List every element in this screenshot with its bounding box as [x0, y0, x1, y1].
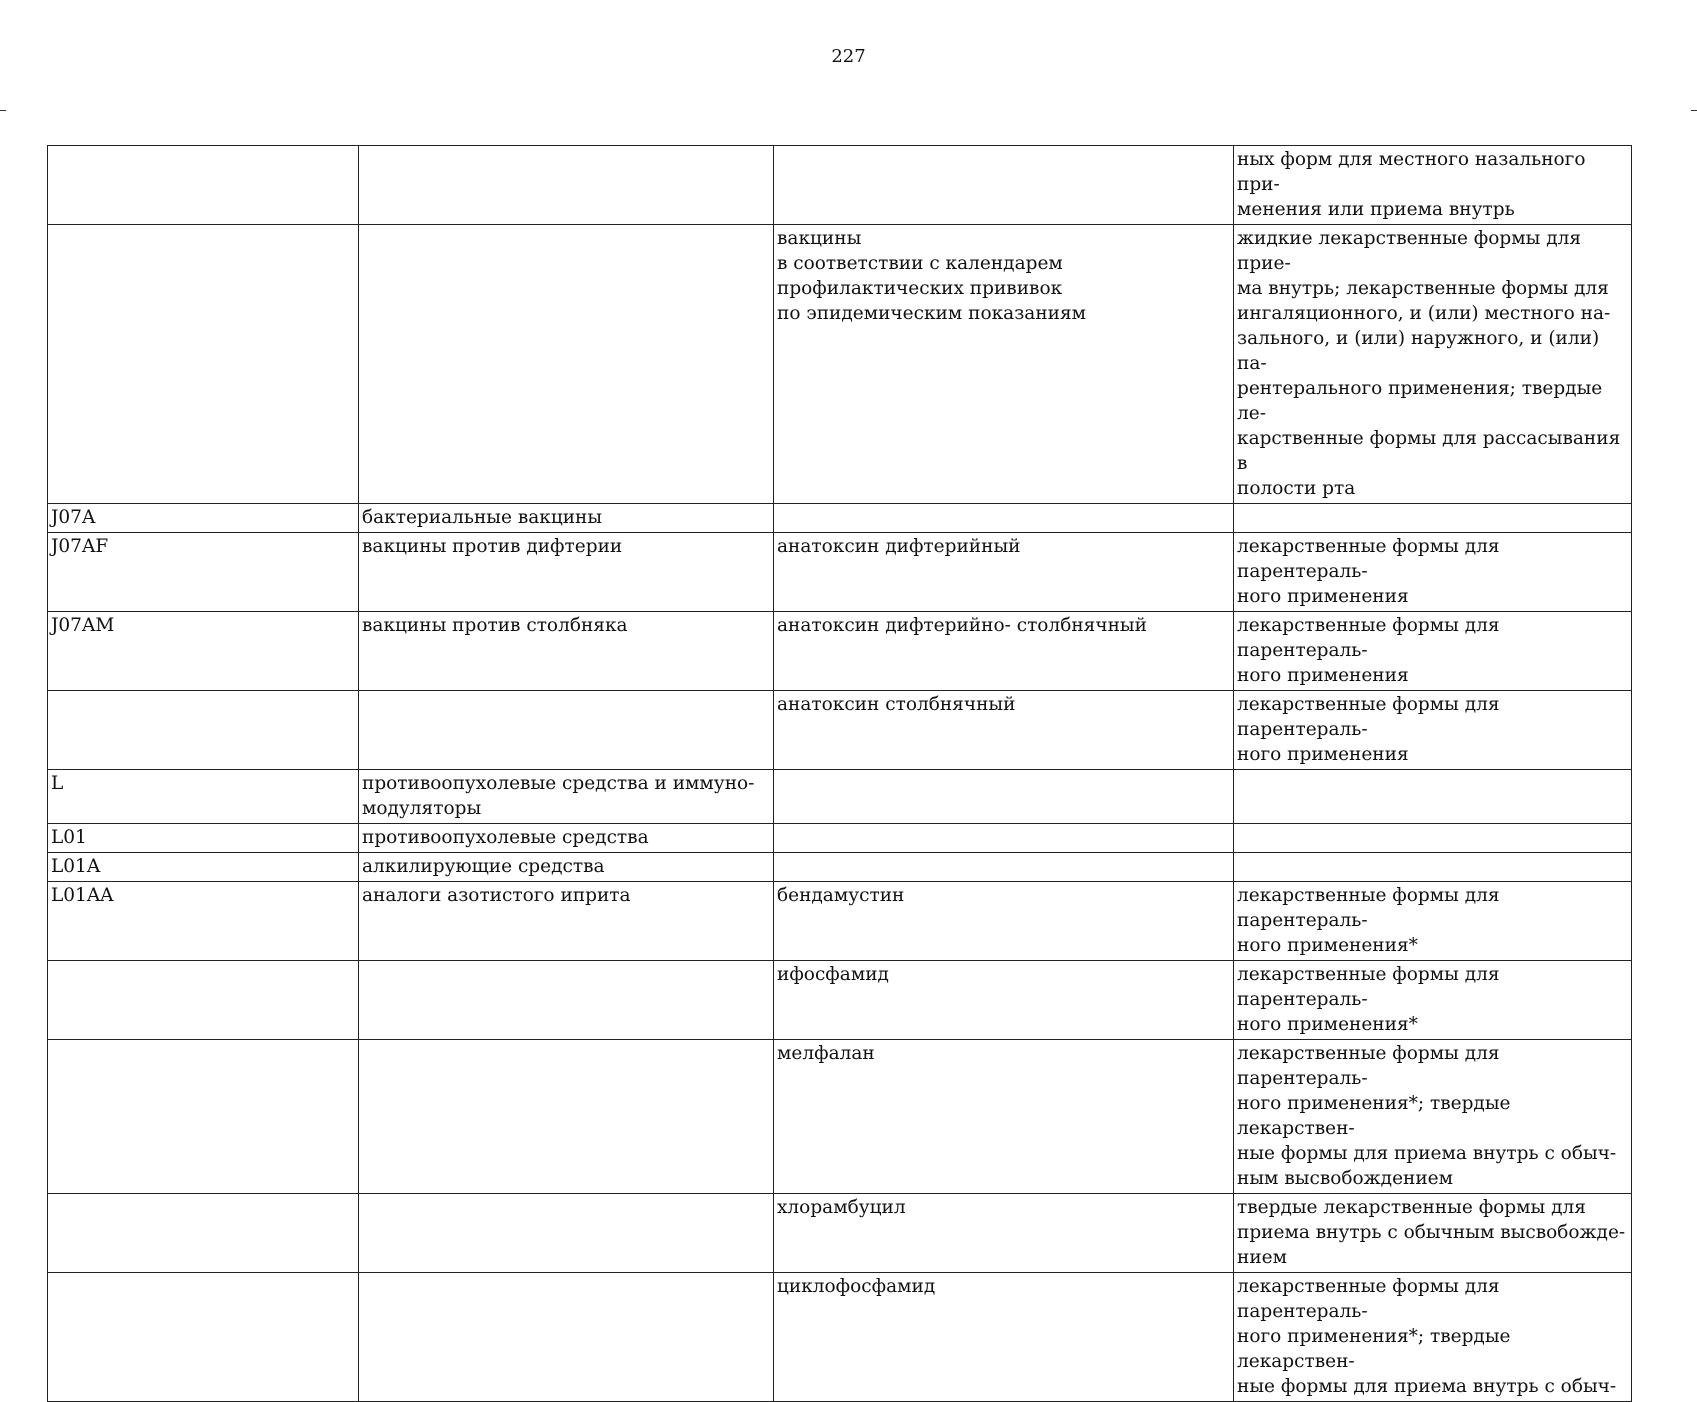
- drug-name-cell: [774, 504, 1234, 533]
- drug-name-cell: [774, 824, 1234, 853]
- dosage-forms-cell: ных форм для местного назального при- менения или приема внутрь: [1234, 146, 1632, 225]
- dosage-forms-cell: лекарственные формы для парентераль- ного применения*: [1234, 882, 1632, 961]
- table-row: [48, 882, 1632, 961]
- atc-code-cell: [48, 1040, 359, 1194]
- left-edge-mark: [0, 110, 6, 111]
- drug-name-cell: вакцины в соответствии с календарем профилактических прививок по эпидемическим показаниям: [774, 225, 1234, 504]
- table-row: [48, 1040, 1632, 1194]
- table-row: [48, 504, 1632, 533]
- dosage-forms-cell: лекарственные формы для парентераль- ного применения: [1234, 612, 1632, 691]
- table-row: [48, 146, 1632, 225]
- group-name-cell: противоопухолевые средства и иммуно- модуляторы: [359, 770, 774, 824]
- atc-code-cell: [48, 691, 359, 770]
- atc-code-cell: J07AM: [48, 612, 359, 691]
- drug-name-cell: [774, 853, 1234, 882]
- dosage-forms-cell: жидкие лекарственные формы для прие- ма внутрь; лекарственные формы для ингаляционного, и (или) местного на- зального, и (или) наружного, и (или) па- рентерального применения; твердые ле- карственные формы для рассасывания в полости рта: [1234, 225, 1632, 504]
- atc-code-cell: L01: [48, 824, 359, 853]
- drug-name-cell: мелфалан: [774, 1040, 1234, 1194]
- drug-name-cell: анатоксин дифтерийный: [774, 533, 1234, 612]
- group-name-cell: бактериальные вакцины: [359, 504, 774, 533]
- atc-code-cell: [48, 146, 359, 225]
- atc-code-cell: [48, 225, 359, 504]
- drug-name-cell: ифосфамид: [774, 961, 1234, 1040]
- drug-table-body: [48, 146, 1632, 1402]
- atc-code-cell: [48, 961, 359, 1040]
- table-row: [48, 691, 1632, 770]
- group-name-cell: [359, 1194, 774, 1273]
- group-name-cell: вакцины против дифтерии: [359, 533, 774, 612]
- group-name-cell: [359, 1040, 774, 1194]
- drug-name-cell: бендамустин: [774, 882, 1234, 961]
- dosage-forms-cell: лекарственные формы для парентераль- ного применения*; твердые лекарствен- ные формы для приема внутрь с обыч- ным высвобождением: [1234, 1040, 1632, 1194]
- group-name-cell: [359, 225, 774, 504]
- group-name-cell: [359, 1273, 774, 1402]
- dosage-forms-cell: [1234, 504, 1632, 533]
- drug-name-cell: анатоксин дифтерийно- столбнячный: [774, 612, 1234, 691]
- group-name-cell: аналоги азотистого иприта: [359, 882, 774, 961]
- drug-name-cell: [774, 770, 1234, 824]
- atc-code-cell: [48, 1273, 359, 1402]
- atc-code-cell: [48, 1194, 359, 1273]
- drug-table: [47, 145, 1632, 1402]
- drug-name-cell: анатоксин столбнячный: [774, 691, 1234, 770]
- dosage-forms-cell: [1234, 853, 1632, 882]
- dosage-forms-cell: лекарственные формы для парентераль- ного применения*: [1234, 961, 1632, 1040]
- group-name-cell: противоопухолевые средства: [359, 824, 774, 853]
- dosage-forms-cell: [1234, 770, 1632, 824]
- table-row: [48, 770, 1632, 824]
- table-row: [48, 533, 1632, 612]
- table-row: [48, 961, 1632, 1040]
- table-row: [48, 853, 1632, 882]
- table-row: [48, 225, 1632, 504]
- dosage-forms-cell: [1234, 824, 1632, 853]
- group-name-cell: вакцины против столбняка: [359, 612, 774, 691]
- table-row: [48, 1273, 1632, 1402]
- drug-name-cell: циклофосфамид: [774, 1273, 1234, 1402]
- drug-name-cell: [774, 146, 1234, 225]
- dosage-forms-cell: твердые лекарственные формы для приема внутрь с обычным высвобожде- нием: [1234, 1194, 1632, 1273]
- drug-name-cell: хлорамбуцил: [774, 1194, 1234, 1273]
- dosage-forms-cell: лекарственные формы для парентераль- ного применения: [1234, 691, 1632, 770]
- group-name-cell: [359, 691, 774, 770]
- right-edge-mark: [1691, 110, 1697, 111]
- atc-code-cell: J07A: [48, 504, 359, 533]
- table-row: [48, 824, 1632, 853]
- dosage-forms-cell: лекарственные формы для парентераль- ного применения*; твердые лекарствен- ные формы для приема внутрь с обыч-: [1234, 1273, 1632, 1402]
- table-row: [48, 612, 1632, 691]
- table-row: [48, 1194, 1632, 1273]
- group-name-cell: алкилирующие средства: [359, 853, 774, 882]
- page-number: 227: [831, 46, 866, 67]
- atc-code-cell: L01A: [48, 853, 359, 882]
- atc-code-cell: J07AF: [48, 533, 359, 612]
- dosage-forms-cell: лекарственные формы для парентераль- ного применения: [1234, 533, 1632, 612]
- atc-code-cell: L: [48, 770, 359, 824]
- group-name-cell: [359, 146, 774, 225]
- group-name-cell: [359, 961, 774, 1040]
- atc-code-cell: L01AA: [48, 882, 359, 961]
